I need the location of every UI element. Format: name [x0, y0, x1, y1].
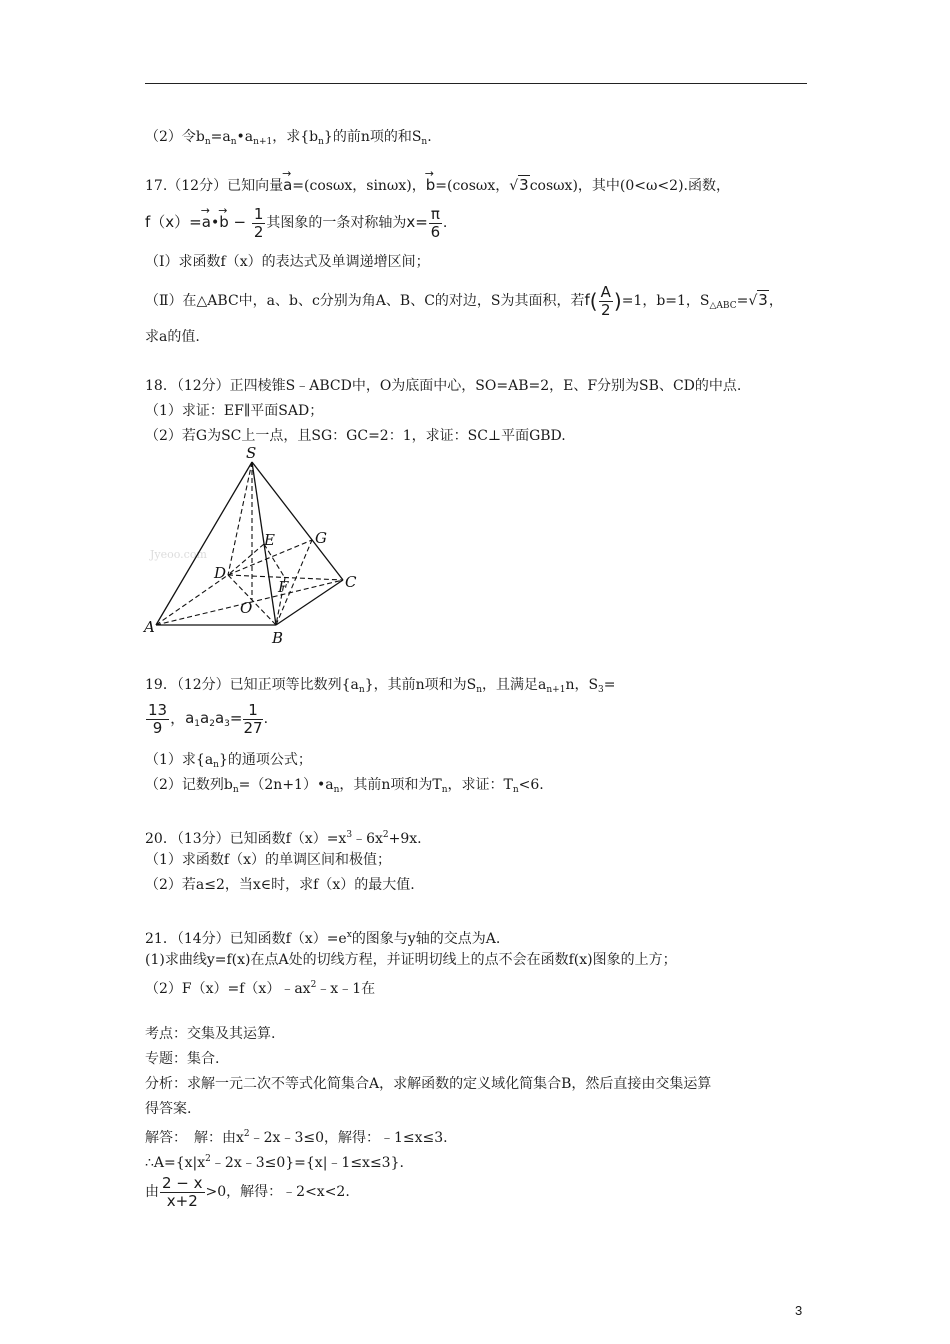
fraction-2-minus-x-over-x-plus-2: $\frac{2 - x}{x+2}$ — [162, 1173, 203, 1210]
label-E: E — [264, 531, 275, 549]
label-C: C — [345, 573, 357, 591]
label-S: S — [246, 444, 257, 462]
line-q21-part2: $(2)F(x)=f(x)﹣ax^2﹣x﹣1$在 — [145, 980, 376, 997]
line-q17-stem: 17.（12分）已知向量→ a=(cosωx，sinωx)，→ b=(cosωx，√3cosωx)，其中(0<ω<2).函数， — [145, 176, 730, 195]
line-q17-part2: （Ⅱ）在△ABC中，a、b、c分别为角A、B、C的对边，S为其面积，若f( $\frac{A}{2}$ )=1，b=1，$S_{\triangle ABC}=√3$， — [145, 282, 783, 319]
line-q18-part2: （2）若G为SC上一点，且SG：GC=2：1，求证：SC⊥平面GBD. — [145, 428, 566, 444]
label-O: O — [240, 599, 253, 617]
line-q19-part2: （2）记数列$b_n=(2n+1)•a_n$，其前n项和为$T_n$，求证：$T_n<6$. — [145, 777, 544, 795]
label-F: F — [278, 578, 289, 596]
line-kaodian: 考点：交集及其运算. — [145, 1026, 276, 1042]
page-number: 3 — [795, 1303, 803, 1318]
pyramid-figure — [140, 440, 370, 650]
line-q17-ask: 求a的值. — [145, 329, 200, 345]
fraction-13-over-9: $\frac{13}{9}$ — [148, 700, 168, 737]
line-q20-part1: （1）求函数f（x）的单调区间和极值； — [145, 852, 391, 868]
line-q18-stem: 18．（12分）正四棱锥S﹣ABCD中，O为底面中心，SO=AB=2，E、F分别为SB、CD的中点. — [145, 378, 742, 394]
line-fenxi: 分析：求解一元二次不等式化简集合A，求解函数的定义域化简集合B，然后直接由交集运算 — [145, 1076, 712, 1092]
line-set-A: $\therefore A=\{x|x^2﹣2x﹣3\le 0\}=\{x|﹣1\le x\le 3\}$. — [145, 1154, 404, 1171]
line-zhuanti: 专题：集合. — [145, 1051, 220, 1067]
fraction-A-over-2: $\frac{A}{2}$ — [600, 282, 611, 319]
vector-a: → a — [283, 176, 292, 194]
edge-SA — [156, 462, 252, 625]
line-set-B-inequality: 由 $\frac{2 - x}{x+2}$ >0，解得：﹣2<x<2. — [145, 1173, 350, 1210]
fraction-one-half: $\frac{1}{2}$ — [253, 204, 264, 241]
line-q17-part1: （I）求函数f（x）的表达式及单调递增区间； — [145, 254, 430, 270]
label-A: A — [144, 618, 155, 636]
vector-b: → b — [426, 176, 436, 194]
line-q19-part1: （1）求$\{a_n\}$的通项公式； — [145, 752, 312, 770]
fraction-pi-over-6: $\frac{\pi}{6}$ — [430, 204, 441, 241]
line-q21-part1: (1)求曲线y=f(x)在点A处的切线方程，并证明切线上的点不会在函数f(x)图象的上方； — [145, 952, 677, 968]
line-q20-stem: 20．（13分）已知函数$f(x)=x^3﹣6x^2+9x$. — [145, 830, 422, 847]
header-rule — [145, 83, 807, 84]
figure-watermark: Jyeoo.com — [150, 548, 207, 561]
line-q19-conditions: $\frac{13}{9}$ ，$a_1a_2a_3=$ $\frac{1}{27}$ . — [148, 700, 269, 737]
label-G: G — [315, 529, 327, 547]
label-B: B — [272, 629, 284, 647]
sqrt-3: √3 — [509, 176, 529, 194]
line-q17-function: f（x）=→ a•→ b − $\frac{1}{2}$ 其图象的一条对称轴为x= $\frac{\pi}{6}$ . — [145, 202, 447, 243]
line-q16-part2: （2）令$b_n=a_n•a_{n+1}$，求$\{b_n\}$的前n项的和$S_n$. — [145, 129, 432, 147]
edge-SC — [252, 462, 343, 580]
line-q18-part1: （1）求证：EF∥平面SAD； — [145, 403, 324, 419]
line-jieda: 解答： 解：由$x^2﹣2x﹣3\le 0$，解得：﹣1≤x≤3. — [145, 1129, 448, 1146]
line-q21-stem: 21．（14分）已知函数$f(x)=e^x$的图象与y轴的交点为A. — [145, 930, 501, 947]
fraction-1-over-27: $\frac{1}{27}$ — [243, 700, 263, 737]
line-q19-stem: 19．（12分）已知正项等比数列$\{a_n\}$，其前n项和为$S_n$，且满足$a_{n+1}n$，$S_3=$ — [145, 677, 616, 695]
line-q20-part2: （2）若a≤2，当x∈时，求f（x）的最大值. — [145, 877, 415, 893]
label-D: D — [214, 564, 227, 582]
edge-AD — [156, 575, 228, 625]
line-fenxi-cont: 得答案. — [145, 1101, 192, 1117]
